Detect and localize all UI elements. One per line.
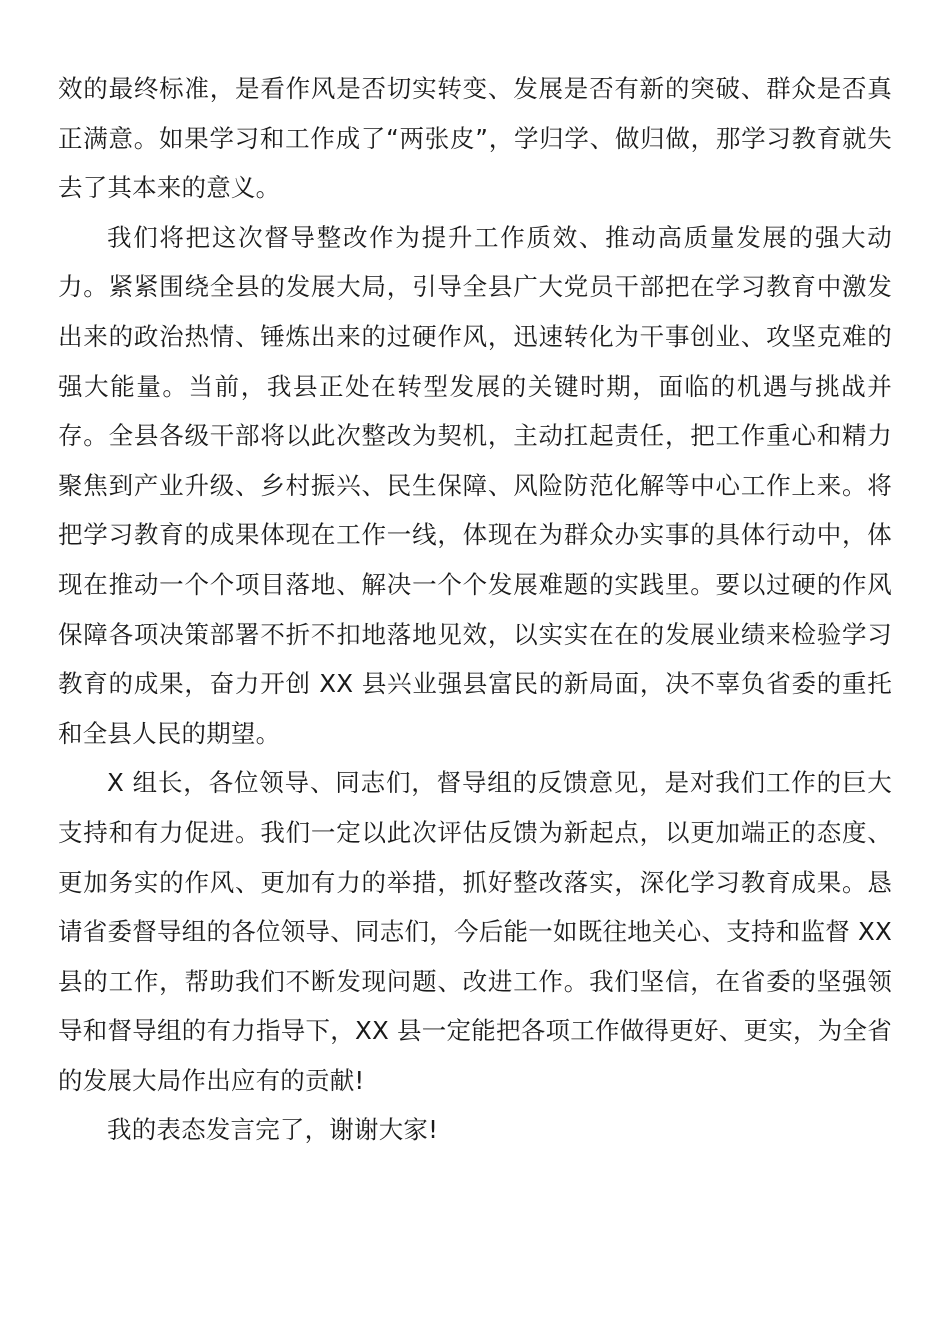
document-body [58, 64, 892, 1155]
paragraph-continuation: 效的最终标准，是看作风是否切实转变、发展是否有新的突破、群众是否真正满意。如果学习和工作成了“两张皮”，学归学、做归做，那学习教育就失去了其本来的意义。 [58, 74, 892, 203]
paragraph-rectification-plan: 我们将把这次督导整改作为提升工作质效、推动高质量发展的强大动力。紧紧围绕全县的发展大局，引导全县广大党员干部把在学习教育中激发出来的政治热情、锤炼出来的过硬作风，迅速转化为干事创业、攻坚克难的强大能量。当前，我县正处在转型发展的关键时期，面临的机遇与挑战并存。全县各级干部将以此次整改为契机，主动扛起责任，把工作重心和精力聚焦到产业升级、乡村振兴、民生保障、风险防范化解等中心工作上来。将把学习教育的成果体现在工作一线，体现在为群众办实事的具体行动中，体现在推动一个个项目落地、解决一个个发展难题的实践里。要以过硬的作风保障各项决策部署不折不扣地落地见效，以实实在在的发展业绩来检验学习教育的成果，奋力开创 XX 县兴业强县富民的新局面，决不辜负省委的重托和全县人民的期望。 [58, 222, 892, 748]
paragraph-acknowledgement: X 组长，各位领导、同志们，督导组的反馈意见，是对我们工作的巨大支持和有力促进。我们一定以此次评估反馈为新起点，以更加端正的态度、更加务实的作风、更加有力的举措，抓好整改落实，深化学习教育成果。恳请省委督导组的各位领导、同志们，今后能一如既往地关心、支持和监督 XX 县的工作，帮助我们不断发现问题、改进工作。我们坚信，在省委的坚强领导和督导组的有力指导下，XX 县一定能把各项工作做得更好、更实，为全省的发展大局作出应有的贡献! [58, 768, 892, 1095]
paragraph-closing: 我的表态发言完了，谢谢大家! [107, 1115, 439, 1145]
